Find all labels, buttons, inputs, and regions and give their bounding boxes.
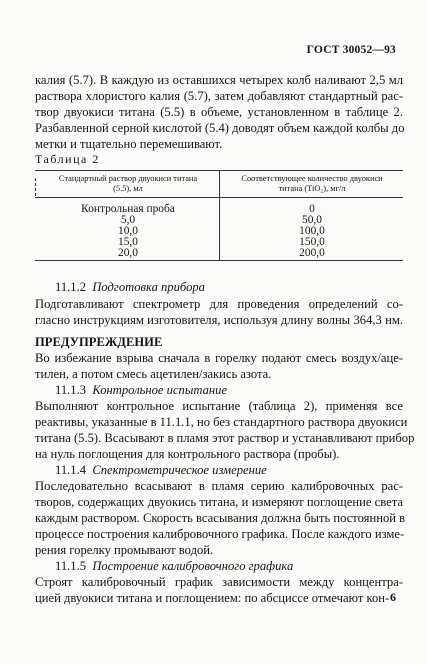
table-column-divider bbox=[219, 170, 220, 260]
section-title: Построение калибровочного графика bbox=[92, 559, 294, 573]
col2-header-line-2: титана (TiO₂), мг/л bbox=[278, 184, 346, 193]
table-cell: 10,0 bbox=[118, 225, 138, 237]
section-11-1-5-line-1: Строят калибровочный график зависимости между концентра- bbox=[35, 575, 403, 589]
section-11-1-4-line-3: каждым раствором. Скорость всасывания должна быть постоянной в bbox=[35, 511, 406, 525]
section-11-1-2-heading bbox=[55, 281, 205, 294]
col1-header-line-1: Стандартный раствор двуокиси титана bbox=[58, 174, 198, 183]
para1-line-4: Разбавленной серной кислотой (5.4) доводят объем каждой колбы до bbox=[35, 121, 405, 135]
section-11-1-4-line-5: рения горелку промывают водой. bbox=[35, 543, 214, 557]
para1-line-2: раствора хлористого калия (5.7), затем добавляют стандартный рас- bbox=[35, 89, 403, 103]
table-cell: 0 bbox=[309, 203, 315, 215]
section-11-1-3-line-1: Выполняют контрольное испытание (таблица 2), применяя все bbox=[35, 399, 403, 413]
section-11-1-4-line-4: процессе построения калибровочного графика. После каждого изме- bbox=[35, 527, 405, 541]
table-bottom-rule bbox=[35, 260, 403, 261]
table-header-rule bbox=[35, 197, 403, 198]
col2-header bbox=[222, 174, 402, 194]
section-title: Контрольное испытание bbox=[92, 383, 228, 397]
section-11-1-3-line-2: реактивы, указанные в 11.1.1, но без стандартного раствора двуокиси bbox=[35, 415, 408, 429]
table-cell: 15,0 bbox=[118, 236, 138, 248]
section-number: 11.1.2 bbox=[55, 280, 87, 294]
table-cell: 20,0 bbox=[118, 247, 138, 259]
para1-line-1: калия (5.7). В каждую из оставшихся четырех колб наливают 2,5 мл bbox=[35, 73, 403, 87]
table-caption: Таблица 2 bbox=[35, 152, 100, 166]
warning-title: ПРЕДУПРЕЖДЕНИЕ bbox=[35, 335, 163, 349]
page-number: 6 bbox=[390, 590, 396, 604]
section-11-1-3-line-3: титана (5.5). Всасывают в пламя этот раствор и устанавливают прибор bbox=[35, 431, 415, 445]
section-title: Спектрометрическое измерение bbox=[92, 463, 267, 477]
table-cell: 100,0 bbox=[299, 225, 325, 237]
section-number: 11.1.4 bbox=[55, 463, 87, 477]
section-number: 11.1.5 bbox=[55, 559, 87, 573]
col1-header-line-2: (5.5), мл bbox=[113, 184, 143, 193]
section-11-1-2-line-1: Подготавливают спектрометр для проведения определений со- bbox=[35, 297, 403, 311]
page-header-standard: ГОСТ 30052—93 bbox=[306, 44, 396, 56]
section-11-1-4-heading bbox=[55, 464, 267, 477]
section-11-1-3-line-4: на нуль поглощения для контрольного раствора (пробы). bbox=[35, 447, 340, 461]
col1-header bbox=[38, 174, 218, 194]
warning-line-1: Во избежание взрыва сначала в горелку подают смесь воздух/аце- bbox=[35, 351, 403, 365]
col2-header-line-1: Соответствующее количество двуокиси bbox=[241, 174, 383, 183]
section-11-1-2-line-2: гласно инструкциям изготовителя, используя длину волны 364,3 нм. bbox=[35, 313, 403, 327]
section-11-1-4-line-1: Последовательно всасывают в пламя серию калибровочных рас- bbox=[35, 479, 403, 493]
table-cell: 50,0 bbox=[302, 214, 322, 226]
table-cell: 5,0 bbox=[120, 214, 136, 226]
para1-line-5: метки и тщательно перемешивают. bbox=[35, 137, 223, 151]
table-left-edge bbox=[35, 178, 36, 196]
para1-line-3: твор двуокиси титана (5.5) в объеме, установленном в таблице 2. bbox=[35, 105, 403, 119]
section-11-1-5-line-2: цией двуокиси титана и поглощением: по абсциссе отмечают кон- bbox=[35, 591, 390, 605]
table-cell: 150,0 bbox=[299, 236, 325, 248]
table-cell: Контрольная проба bbox=[81, 203, 175, 215]
section-11-1-4-line-2: творов, содержащих двуокись титана, и измеряют поглощение света bbox=[35, 495, 403, 509]
section-11-1-3-heading bbox=[55, 384, 227, 397]
section-number: 11.1.3 bbox=[55, 383, 87, 397]
section-11-1-5-heading bbox=[55, 560, 293, 573]
warning-line-2: тилен, а потом смесь ацетилен/закись азота. bbox=[35, 367, 272, 381]
section-title: Подготовка прибора bbox=[92, 280, 205, 294]
table-cell: 200,0 bbox=[299, 247, 325, 259]
